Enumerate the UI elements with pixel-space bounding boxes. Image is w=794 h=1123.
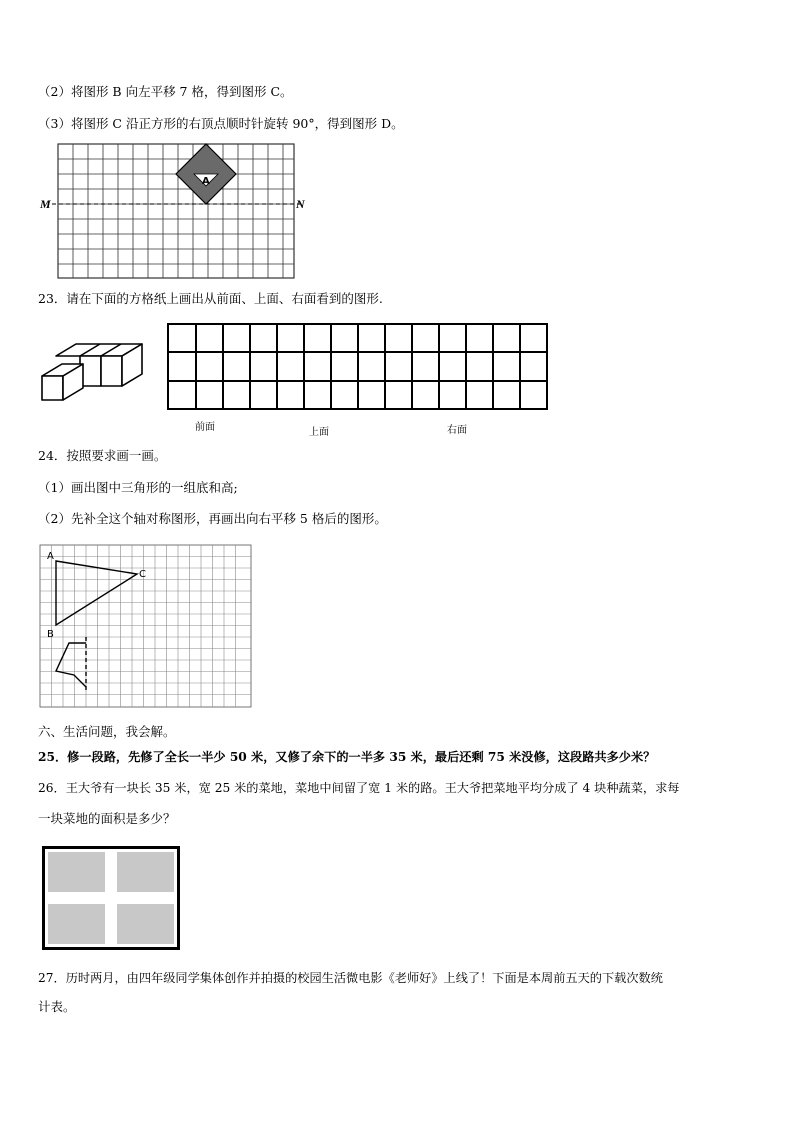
q24-text: 24．按照要求画一画。 <box>38 448 167 463</box>
q22-grid <box>58 144 294 278</box>
q22-label-m: M <box>40 197 51 211</box>
q26-line1: 26．王大爷有一块长 35 米，宽 25 米的菜地，菜地中间留了宽 1 米的路。王大爷把菜地平均分成了 4 块种蔬菜，求每 <box>38 781 680 795</box>
q26-plot-top-right <box>117 852 174 892</box>
q23-cube-figure <box>38 340 148 406</box>
q26-plot-bottom-left <box>48 904 105 944</box>
q23-label-right: 右面 <box>447 425 467 436</box>
q26-field-figure <box>42 846 180 950</box>
q24-grid-figure <box>38 543 254 709</box>
q25-text: 25．修一段路，先修了全长一半少 50 米，又修了余下的一半多 35 米，最后还剩 75 米没修，这段路共多少米？ <box>38 750 656 764</box>
q27-line2: 计表。 <box>38 999 76 1014</box>
q24-triangle-abc <box>56 561 137 625</box>
q24-sub2-text: （2）先补全这个轴对称图形，再画出向右平移 5 格后的图形。 <box>38 511 387 526</box>
q24-label-b: B <box>47 629 54 640</box>
q24-label-a: A <box>47 551 54 562</box>
q22-step2-text: （2）将图形 B 向左平移 7 格，得到图形 C。 <box>38 84 293 99</box>
q23-drawing-grid <box>165 322 550 412</box>
q27-line1: 27．历时两月，由四年级同学集体创作并拍摄的校园生活微电影《老师好》上线了！下面是本周前五天的下载次数统 <box>38 971 663 985</box>
q26-line2: 一块菜地的面积是多少？ <box>38 811 176 826</box>
q22-grid-figure <box>38 140 305 282</box>
q23-label-top: 上面 <box>309 427 329 438</box>
q24-sub1-text: （1）画出图中三角形的一组底和高; <box>38 480 238 495</box>
q22-shape-label: A <box>202 176 210 187</box>
q24-half-shape <box>56 643 86 687</box>
q22-label-n: N <box>296 197 305 211</box>
q23-text: 23．请在下面的方格纸上画出从前面、上面、右面看到的图形. <box>38 291 383 306</box>
section6-title: 六、生活问题，我会解。 <box>38 724 176 739</box>
q22-step3-text: （3）将图形 C 沿正方形的右顶点顺时针旋转 90°，得到图形 D。 <box>38 116 404 131</box>
q24-label-c: C <box>139 569 146 580</box>
q26-plot-top-left <box>48 852 105 892</box>
q23-label-front: 前面 <box>195 422 215 433</box>
q26-plot-bottom-right <box>117 904 174 944</box>
